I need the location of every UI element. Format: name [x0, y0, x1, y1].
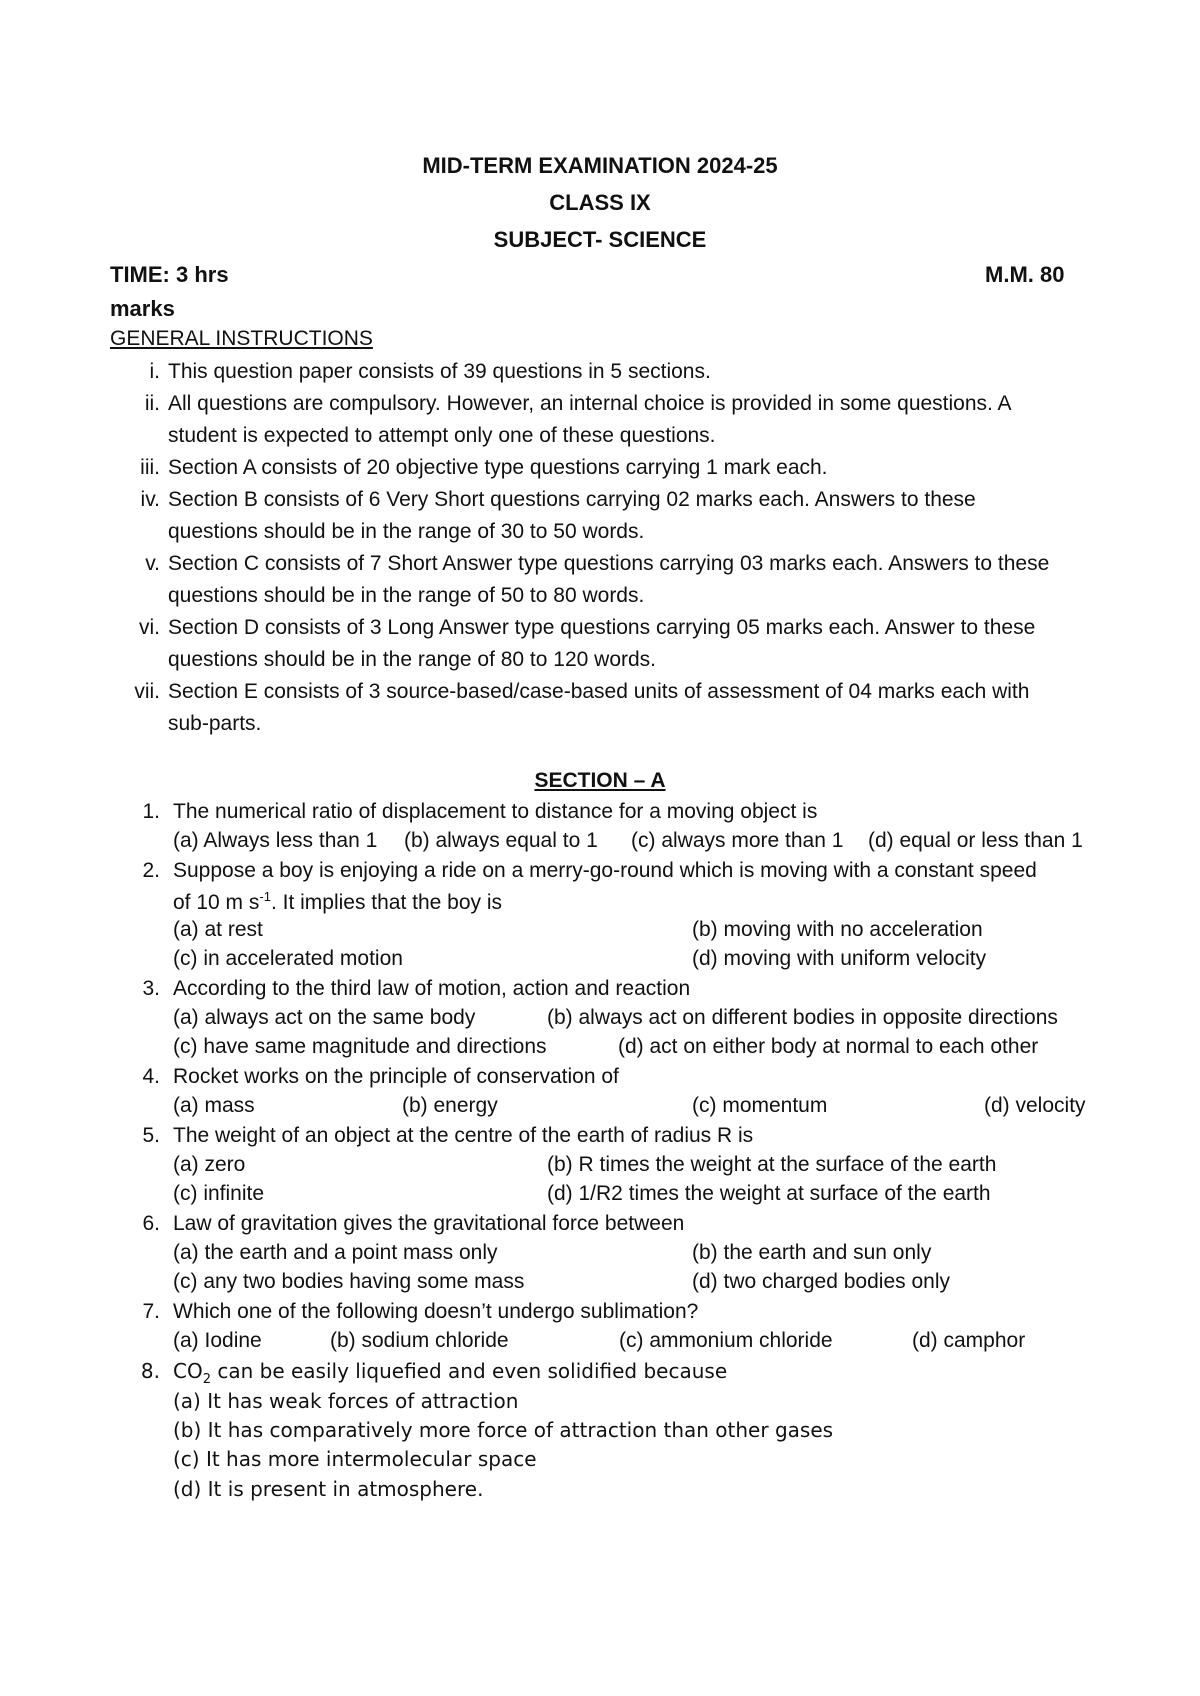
instructions-heading: GENERAL INSTRUCTIONS [110, 327, 373, 350]
question-number: 3. [142, 977, 160, 1000]
option-a: (a) mass [173, 1094, 255, 1117]
question-number: 6. [142, 1212, 160, 1235]
subject-label: SUBJECT- SCIENCE [493, 227, 707, 252]
instruction-text: This question paper consists of 39 questions in 5 sections. [168, 360, 711, 383]
instruction-text: questions should be in the range of 80 to 120 words. [168, 648, 657, 671]
question-text: The numerical ratio of displacement to distance for a moving object is [173, 800, 818, 823]
option-c: (c) always more than 1 [631, 829, 844, 852]
question-text: Suppose a boy is enjoying a ride on a merry-go-round which is moving with a constant speed [173, 859, 1037, 882]
option-b: (b) the earth and sun only [692, 1241, 932, 1264]
option-c: (c) any two bodies having some mass [173, 1270, 525, 1293]
option-b: (b) always equal to 1 [404, 829, 598, 852]
question-text-line2 [173, 889, 502, 915]
exam-title: MID-TERM EXAMINATION 2024-25 [422, 153, 778, 178]
question-text [173, 1359, 727, 1387]
class-label: CLASS IX [549, 190, 651, 215]
option-c: (c) in accelerated motion [173, 947, 403, 970]
instruction-text: Section D consists of 3 Long Answer type questions carrying 05 marks each. Answer to these [168, 616, 1036, 639]
option-d: (d) velocity [984, 1094, 1086, 1117]
option-a: (a) the earth and a point mass only [173, 1241, 498, 1264]
instruction-text: Section C consists of 7 Short Answer type questions carrying 03 marks each. Answers to these [168, 552, 1050, 575]
question-text-part: CO [173, 1359, 203, 1383]
option-b: (b) moving with no acceleration [692, 918, 983, 941]
question-text: Rocket works on the principle of conservation of [173, 1065, 619, 1088]
section-a-heading: SECTION – A [534, 769, 666, 792]
question-text-part: . It implies that the boy is [270, 891, 503, 914]
question-text: According to the third law of motion, action and reaction [173, 977, 691, 1000]
option-a: (a) Always less than 1 [173, 829, 378, 852]
instruction-number: iii. [140, 456, 160, 479]
option-c: (c) ammonium chloride [619, 1329, 833, 1352]
question-number: 7. [142, 1300, 160, 1323]
instruction-number: iv. [140, 488, 160, 511]
instruction-text: Section B consists of 6 Very Short questions carrying 02 marks each. Answers to these [168, 488, 976, 511]
instruction-text: student is expected to attempt only one of these questions. [168, 424, 716, 447]
instruction-text: questions should be in the range of 50 to 80 words. [168, 584, 645, 607]
instruction-text: All questions are compulsory. However, an internal choice is provided in some questions. A [168, 392, 1012, 415]
option-d: (d) equal or less than 1 [868, 829, 1083, 852]
option-b: (b) R times the weight at the surface of the earth [547, 1153, 997, 1176]
instruction-number: ii. [144, 392, 160, 415]
option-d: (d) act on either body at normal to each other [618, 1035, 1039, 1058]
option-c: (c) momentum [692, 1094, 828, 1117]
option-a: (a) always act on the same body [173, 1006, 476, 1029]
instruction-text: Section E consists of 3 source-based/case-based units of assessment of 04 marks each with [168, 680, 1030, 703]
instruction-text: sub-parts. [168, 712, 262, 735]
option-d: (d) It is present in atmosphere. [173, 1477, 484, 1501]
option-a: (a) zero [173, 1153, 246, 1176]
instruction-number: vii. [134, 680, 160, 703]
option-b: (b) energy [402, 1094, 498, 1117]
marks-word: marks [110, 296, 175, 321]
question-number: 5. [142, 1124, 160, 1147]
option-b: (b) sodium chloride [330, 1329, 509, 1352]
question-text-part: can be easily liquefied and even solidified because [211, 1359, 728, 1383]
option-c: (c) infinite [173, 1182, 265, 1205]
question-text-part: of 10 m s [173, 891, 260, 914]
question-number: 1. [142, 800, 160, 823]
option-b: (b) It has comparatively more force of attraction than other gases [173, 1418, 834, 1442]
option-d: (d) camphor [912, 1329, 1026, 1352]
question-text: Law of gravitation gives the gravitational force between [173, 1212, 685, 1235]
time-label: TIME: 3 hrs [110, 262, 229, 287]
option-a: (a) at rest [173, 918, 263, 941]
option-a: (a) It has weak forces of attraction [173, 1389, 519, 1413]
question-text: The weight of an object at the centre of the earth of radius R is [173, 1124, 754, 1147]
instruction-number: vi. [139, 616, 160, 639]
instruction-text: questions should be in the range of 30 to 50 words. [168, 520, 645, 543]
instruction-number: v. [145, 552, 160, 575]
option-d: (d) two charged bodies only [692, 1270, 950, 1293]
option-d: (d) moving with uniform velocity [692, 947, 987, 970]
option-b: (b) always act on different bodies in opposite directions [547, 1006, 1058, 1029]
max-marks-label: M.M. 80 [985, 262, 1065, 287]
option-d: (d) 1/R2 times the weight at surface of the earth [547, 1182, 991, 1205]
option-c: (c) have same magnitude and directions [173, 1035, 547, 1058]
question-number: 8. [140, 1359, 160, 1383]
question-text: Which one of the following doesn’t undergo sublimation? [173, 1300, 699, 1323]
instruction-number: i. [149, 360, 160, 383]
superscript: -1 [259, 889, 271, 904]
option-c: (c) It has more intermolecular space [173, 1447, 537, 1471]
question-number: 2. [142, 859, 160, 882]
subscript: 2 [202, 1372, 211, 1387]
question-number: 4. [142, 1065, 160, 1088]
instruction-text: Section A consists of 20 objective type questions carrying 1 mark each. [168, 456, 828, 479]
option-a: (a) Iodine [173, 1329, 262, 1352]
